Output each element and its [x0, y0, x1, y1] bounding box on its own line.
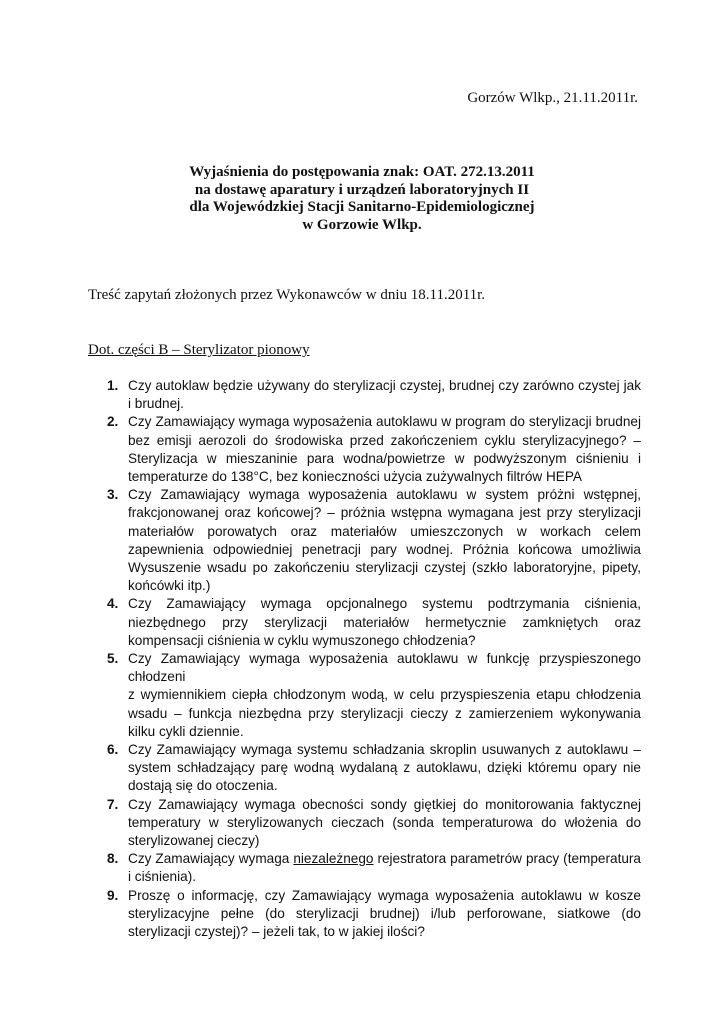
- question-item: [88, 650, 641, 741]
- title-line: na dostawę aparatury i urządzeń laboratoryjnych II: [194, 181, 530, 198]
- question-number: 8.: [107, 851, 119, 867]
- question-number: 9.: [107, 887, 119, 903]
- title-line: Wyjaśnienia do postępowania znak: OAT. 272.13.2011: [189, 164, 535, 180]
- question-item: [88, 850, 641, 886]
- question-item: [88, 887, 641, 942]
- question-text: Czy Zamawiający wymaga wyposażenia autoklawu w funkcję przyspieszonego chłodzeni: [128, 651, 641, 685]
- question-number: 6.: [107, 742, 119, 758]
- question-item: [88, 796, 641, 851]
- underlined-word: niezależnego: [293, 851, 374, 867]
- question-item: [88, 377, 641, 413]
- question-number: 7.: [107, 796, 119, 812]
- question-number: 5.: [107, 651, 119, 667]
- question-text: Czy Zamawiający wymaga opcjonalnego systemu podtrzymania ciśnienia, niezbędnego przy sterylizacji materiałów hermetycznie zamkniętych oraz kompensacji ciśnienia w cyklu wymuszonego chłodzenia?: [128, 596, 641, 648]
- question-item: [88, 741, 641, 796]
- document-title: [0, 164, 724, 234]
- date-line: Gorzów Wlkp., 21.11.2011r.: [467, 90, 638, 106]
- question-number: 1.: [107, 378, 119, 393]
- intro-text: Treść zapytań złożonych przez Wykonawców w dniu 18.11.2011r.: [88, 287, 486, 303]
- question-text-after: rejestratora parametrów pracy (temperatura i ciśnienia).: [128, 851, 641, 885]
- section-heading: Dot. części B – Sterylizator pionowy: [88, 342, 310, 358]
- question-text: Proszę o informację, czy Zamawiający wymaga wyposażenia autoklawu w kosze sterylizacyjne pełne (do sterylizacji brudnej) i/lub perforowane, siatkowe (do sterylizacji czystej)? – jeżeli tak, to w jakiej ilości?: [128, 887, 641, 940]
- title-line: w Gorzowie Wlkp.: [302, 216, 422, 233]
- question-text: Czy Zamawiający wymaga wyposażenia autoklawu w program do sterylizacji brudnej bez emisji aerozoli do środowiska przed zakończeniem cyklu sterylizacyjnego? – Sterylizacja w mieszaninie para wodna/powietrze w podwyższonym ciśnieniu i temperaturze do 138°C, bez konieczności użycia zużywalnych filtrów HEPA: [128, 414, 641, 485]
- question-text-before: Czy Zamawiający wymaga: [128, 851, 294, 867]
- question-number: 2.: [107, 414, 119, 430]
- title-line: dla Wojewódzkiej Stacji Sanitarno-Epidemiologicznej: [189, 199, 535, 215]
- question-text: Czy Zamawiający wymaga systemu schładzania skroplin usuwanych z autoklawu – system schładzający parę wodną wydalaną z autoklawu, dzięki któremu opary nie dostają się do otoczenia.: [128, 742, 641, 794]
- question-number: 4.: [107, 596, 119, 612]
- question-text: Czy autoklaw będzie używany do sterylizacji czystej, brudnej czy zarówno czystej jak i brudnej.: [128, 378, 641, 412]
- question-list: [88, 377, 641, 941]
- question-item: [88, 413, 641, 486]
- question-item: [88, 486, 641, 595]
- question-text: Czy Zamawiający wymaga wyposażenia autoklawu w system próżni wstępnej, frakcjonowanej oraz końcowej? – próżnia wstępna wymagana jest przy sterylizacji materiałów porowatych oraz materiałów umieszczonych w workach celem zapewnienia odpowiedniej penetracji pary wodnej. Próżnia końcowa umożliwia Wysuszenie wsadu po zakończeniu sterylizacji czystej (szkło laboratoryjne, pipety, końcówki itp.): [128, 487, 641, 594]
- question-number: 3.: [107, 487, 119, 503]
- question-text: Czy Zamawiający wymaga obecności sondy giętkiej do monitorowania faktycznej temperatury w sterylizowanych cieczach (sonda temperaturowa do włożenia do sterylizowanej cieczy): [128, 796, 641, 849]
- question-text: z wymiennikiem ciepła chłodzonym wodą, w celu przyspieszenia etapu chłodzenia wsadu – funkcja niezbędna przy sterylizacji cieczy z zamierzeniem wykonywania kilku cykli dziennie.: [128, 687, 641, 739]
- question-item: [88, 595, 641, 650]
